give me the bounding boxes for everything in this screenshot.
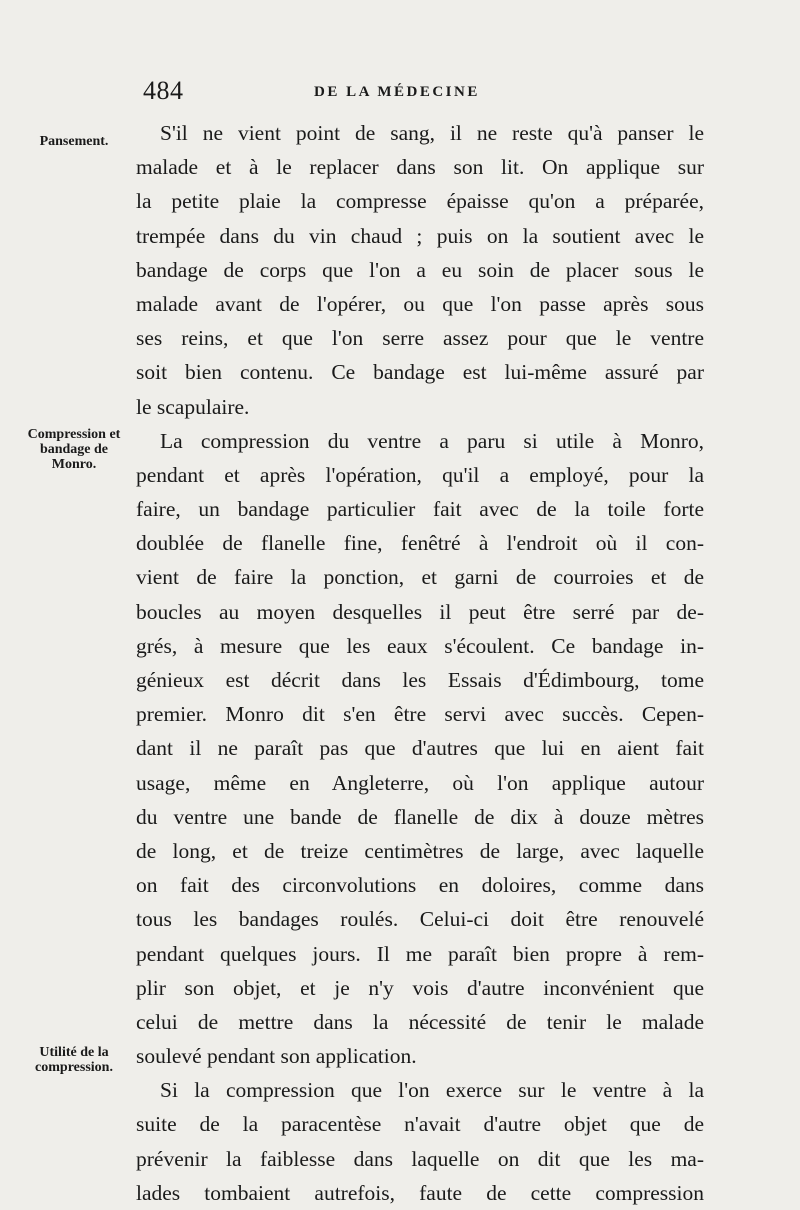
text-line: de long, et de treize centimètres de large, avec laquelle: [136, 838, 704, 863]
text-line: grés, à mesure que les eaux s'écoulent. Ce bandage in-: [136, 633, 704, 658]
text-line: suite de la paracentèse n'avait d'autre objet que de: [136, 1112, 704, 1137]
text-line: malade avant de l'opérer, ou que l'on passe après sous: [136, 291, 704, 316]
text-line: S'il ne vient point de sang, il ne reste qu'à panser le: [160, 121, 704, 145]
page-number: 484: [143, 76, 184, 105]
margin-note-compression-monro: Compression et bandage de Monro.: [27, 427, 121, 472]
body-text: [136, 116, 704, 1210]
text-line: La compression du ventre a paru si utile à Monro,: [160, 428, 704, 453]
text-line: on fait des circonvolutions en doloires, comme dans: [136, 873, 704, 898]
text-line: soulevé pendant son application.: [136, 1044, 417, 1069]
text-line: celui de mettre dans la nécessité de tenir le malade: [136, 1009, 704, 1034]
text-line: faire, un bandage particulier fait avec de la toile forte: [136, 497, 704, 522]
text-line: pendant quelques jours. Il me paraît bien propre à rem-: [136, 941, 704, 966]
text-line: le scapulaire.: [136, 394, 250, 419]
text-line: premier. Monro dit s'en être servi avec succès. Cepen-: [136, 702, 704, 727]
text-line: Si la compression que l'on exerce sur le ventre à la: [160, 1078, 704, 1103]
text-line: pendant et après l'opération, qu'il a employé, pour la: [136, 462, 704, 487]
text-line: vient de faire la ponction, et garni de courroies et de: [136, 565, 704, 590]
text-line: dant il ne paraît pas que d'autres que lui en aient fait: [136, 736, 704, 761]
text-line: malade et à le replacer dans son lit. On applique sur: [136, 155, 704, 180]
text-line: du ventre une bande de flanelle de dix à douze mètres: [136, 804, 704, 829]
text-line: usage, même en Angleterre, où l'on applique autour: [136, 770, 704, 795]
margin-note-pansement: Pansement.: [39, 134, 109, 149]
text-line: prévenir la faiblesse dans laquelle on dit que les ma-: [136, 1146, 704, 1171]
text-line: la petite plaie la compresse épaisse qu'on a préparée,: [136, 189, 704, 214]
running-title: DE LA MÉDECINE: [314, 84, 480, 100]
text-line: trempée dans du vin chaud ; puis on la soutient avec le: [136, 223, 704, 248]
text-line: bandage de corps que l'on a eu soin de placer sous le: [136, 257, 704, 282]
text-line: boucles au moyen desquelles il peut être serré par de-: [136, 599, 704, 624]
text-line: lades tombaient autrefois, faute de cette compression: [136, 1180, 704, 1205]
text-line: doublée de flanelle fine, fenêtré à l'endroit où il con-: [136, 531, 704, 556]
margin-note-utilite: Utilité de la compression.: [35, 1045, 113, 1075]
text-line: génieux est décrit dans les Essais d'Édimbourg, tome: [136, 668, 704, 692]
text-line: ses reins, et que l'on serre assez pour que le ventre: [136, 326, 704, 351]
text-line: soit bien contenu. Ce bandage est lui-même assuré par: [136, 360, 704, 385]
text-line: tous les bandages roulés. Celui-ci doit être renouvelé: [136, 907, 704, 932]
text-line: plir son objet, et je n'y vois d'autre inconvénient que: [136, 975, 704, 1000]
